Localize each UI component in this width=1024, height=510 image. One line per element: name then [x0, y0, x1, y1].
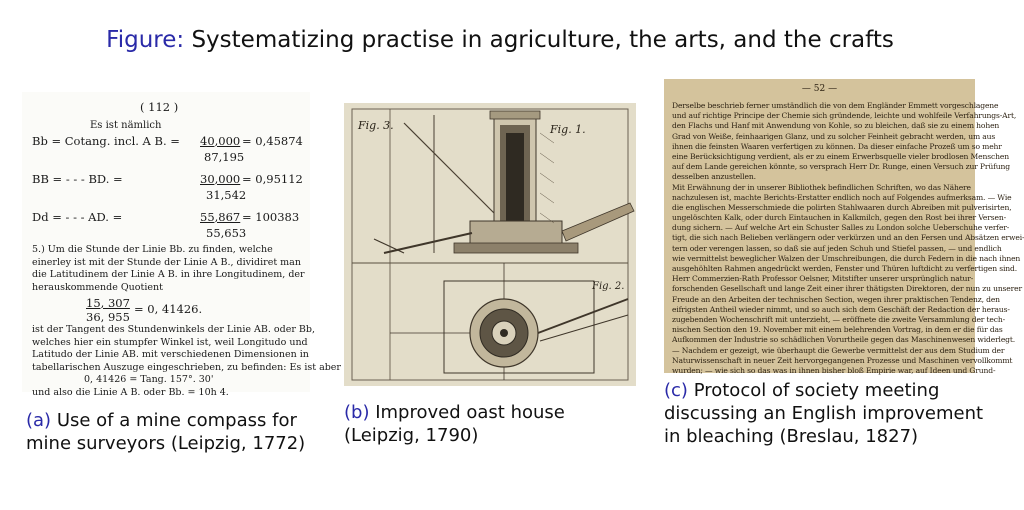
protocol-text	[672, 101, 1024, 376]
protocol-line: Naturwissenschaft in neuer Zeit hervorgegangenen Prozesse und Maschinen vervollkommt	[672, 355, 1013, 365]
figure-c-image	[664, 79, 1024, 375]
eq3-lhs: Dd = - - - AD. =	[32, 210, 123, 224]
figure-title	[0, 27, 1000, 53]
protocol-line: Derselbe beschrieb ferner umständlich die von dem Engländer Emmett vorgeschlagene	[672, 101, 999, 110]
page-a-line: ist der Tangent des Stundenwinkels der Linie AB. oder Bb,	[32, 324, 315, 335]
protocol-line: ausgehöhlten Rahmen angedrückt werden, Fenster und Thüren luftdicht zu verfertigen sind.	[672, 264, 1018, 273]
protocol-line: Herr Commerzien-Rath Professor Oelsner, Mitstifter unserer ursprünglich natur-	[672, 274, 974, 284]
eq1-num: 40,000	[200, 134, 241, 148]
caption-a	[26, 409, 326, 455]
page-a-paragraph	[32, 244, 310, 294]
fig3-label: Fig. 3.	[358, 119, 394, 132]
protocol-line: desselben anzustellen.	[672, 172, 756, 182]
protocol-line: Grad von Weiße, feinhaarigen Glanz, und zu solcher Feinheit gebracht werden, um aus	[672, 131, 996, 141]
caption-b-label: (b)	[344, 402, 370, 423]
eq1-den: 87,195	[204, 150, 245, 164]
protocol-line: eifrigsten Antheil wieder nimmt, und so auch sich dem Geschäft der Redaction der heraus-	[672, 304, 1010, 314]
page-a-line: einerley ist mit der Stunde der Linie A B., dividiret man	[32, 256, 301, 268]
protocol-line: ihnen die feinsten Waaren verfertigen zu können. Da dieser einfache Prozeß um so mehr	[672, 141, 1002, 151]
protocol-line: den Flachs und Hanf mit Anwendung von Kohle, so zu bleichen, daß sie zu einem hohen	[672, 121, 1000, 131]
caption-b	[344, 401, 644, 447]
page-a-line: tabellarischen Auszuge eingeschrieben, zu befinden: Es ist aber	[32, 361, 341, 373]
eq2-lhs: BB = - - - BD. =	[32, 172, 123, 186]
page-a-line: herauskommende Quotient	[32, 281, 163, 293]
page-a-number: ( 112 )	[140, 100, 179, 114]
eq3-den: 55,653	[206, 226, 247, 240]
frac-num: 15, 307	[86, 296, 130, 310]
figure-title-text: Systematizing practise in agriculture, the arts, and the crafts	[191, 27, 894, 53]
protocol-line: forschenden Gesellschaft und lange Zeit einer ihrer thätigsten Direktoren, der nun zu unserer	[672, 284, 1022, 294]
caption-c	[664, 379, 984, 448]
protocol-line: und auf richtige Principe der Chemie sich gründende, leichte und wohlfeile Verfahrungs-Art,	[672, 111, 1017, 121]
protocol-line: tern oder verengen lassen, so daß sie auf jeden Schuh und Stiefel passen, — und endlich	[672, 243, 1002, 253]
page-a-line: die Latitudinem der Linie A B. in ihre Longitudinem, der	[32, 269, 305, 280]
protocol-line: Freude an den Arbeiten der technischen Section, wegen ihrer praktischen Tendenz, den	[672, 294, 1000, 304]
protocol-line: eine Berücksichtigung verdient, als er zu einem Erwerbsquelle vieler brodlosen Menschen	[672, 151, 1009, 161]
page-c-number: — 52 —	[801, 84, 838, 94]
protocol-line: die englischen Messerschmiede die polirten Stahlwaaren durch Abreiben mit pulverisirten,	[672, 202, 1012, 212]
page-a-paragraph-2	[32, 324, 341, 399]
figure-prefix: Figure:	[106, 27, 185, 53]
page-a-line: und also die Linie A B. oder Bb. = 10h 4.	[32, 386, 229, 398]
eq2-num: 30,000	[200, 172, 241, 186]
protocol-line: nischen Section den 19. November mit einem belehrenden Vortrag, in dem er die für das	[672, 325, 1003, 335]
caption-a-text: Use of a mine compass for mine surveyors (Leipzig, 1772)	[26, 410, 306, 454]
eq2-val: = 0,95112	[242, 172, 303, 186]
caption-c-text: Protocol of society meeting discussing an English improvement in bleaching (Breslau, 1827)	[664, 380, 984, 447]
protocol-line: Mit Erwähnung der in unserer Bibliothek befindlichen Schriften, wo das Nähere	[672, 182, 971, 192]
fig1-label: Fig. 1.	[550, 123, 586, 136]
eq1-val: = 0,45874	[242, 134, 303, 148]
protocol-line: dung sichern. — Auf welche Art ein Schuster Salles zu London solche Ueberschuhe verfer-	[672, 223, 1010, 233]
page-a-line: welches hier ein stumpfer Winkel ist, weil Longitudo und	[32, 336, 308, 348]
caption-a-label: (a)	[26, 410, 52, 431]
protocol-line: wie vermittelst beweglicher Walzen der Umschreibungen, die durch Federn in die nach ihnen	[672, 253, 1021, 263]
frac-val: = 0, 41426.	[134, 302, 203, 316]
protocol-line: ungelöschten Kalk, oder durch Eintauchen in Kalkmilch, gegen den Rost bei ihrer Versen-	[672, 213, 1006, 223]
page-a-line: 5.) Um die Stunde der Linie Bb. zu finden, welche	[32, 244, 273, 255]
protocol-line: Aufkommen der Industrie so schädlichen Vorurtheile gegen das Maschinenwesen widerlegt.	[672, 335, 1016, 345]
protocol-line: nachzulesen ist, machte Berichts-Erstatter endlich noch auf Folgendes aufmerksam. — Wie	[672, 192, 1012, 202]
protocol-line: — Nachdem er gezeigt, wie überhaupt die Gewerbe vermittelst der aus dem Studium der	[672, 345, 1005, 355]
eq3-val: = 100383	[242, 210, 300, 224]
protocol-line: zugebenden Wochenschrift mit unterzieht, — eröffnete die zweite Versammlung der tech-	[672, 314, 1006, 324]
eq2-den: 31,542	[206, 188, 247, 202]
page-a-line: 0, 41426 = Tang. 157°. 30'	[84, 374, 214, 385]
caption-b-text: Improved oast house (Leipzig, 1790)	[344, 402, 565, 446]
frac-den: 36, 955	[86, 310, 130, 324]
protocol-line: wurden; — wie sich so das was in ihnen bisher bloß Empirie war, auf Ideen und Grund-	[672, 365, 996, 375]
page-a-lead: Es ist nämlich	[90, 120, 162, 131]
protocol-line: tigt, die sich nach Belieben verlängern oder verkürzen und an den Fersen und Absätzen erwei-	[672, 233, 1024, 243]
page-a-line: Latitudo der Linie AB. mit verschiedenen Dimensionen in	[32, 349, 309, 360]
eq3-num: 55,867	[200, 210, 241, 224]
figure-a-image	[22, 92, 341, 398]
figure-b-image	[344, 103, 636, 386]
oast-house-engraving	[344, 103, 636, 386]
caption-c-label: (c)	[664, 380, 688, 401]
protocol-line: auf dem Lande gereichen könnte, so versprach Herr Dr. Runge, einen Versuch zur Prüfung	[672, 162, 1010, 172]
eq1-lhs: Bb = Cotang. incl. A B. =	[32, 134, 180, 148]
fig2-label: Fig. 2.	[592, 281, 625, 292]
